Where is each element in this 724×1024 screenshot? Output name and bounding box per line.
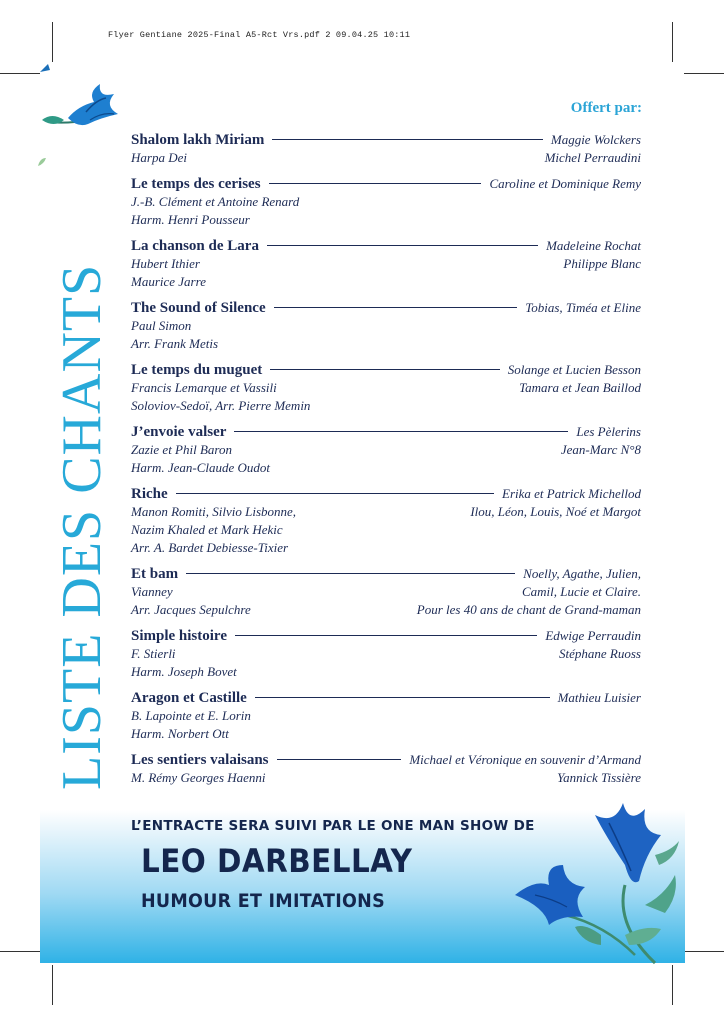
- song-credit-line: [131, 522, 641, 540]
- song-entry: [131, 238, 641, 292]
- song-donor: Edwige Perraudin: [545, 628, 641, 643]
- song-credit: Francis Lemarque et Vassili: [131, 380, 277, 395]
- song-credit-line: [131, 726, 641, 744]
- song-title: La chanson de Lara: [131, 238, 259, 254]
- banner-artist: LEO DARBELLAY: [141, 842, 413, 880]
- song-title: Aragon et Castille: [131, 690, 247, 706]
- song-header: [131, 424, 641, 442]
- song-header: [131, 628, 641, 646]
- song-credit: Maurice Jarre: [131, 274, 206, 289]
- crop-mark: [52, 22, 53, 62]
- song-donor: Tobias, Timéa et Eline: [525, 300, 641, 315]
- song-credit: Arr. Frank Metis: [131, 336, 219, 351]
- song-credit-line: [131, 708, 641, 726]
- song-credit-line: [131, 336, 641, 354]
- song-credit: Harpa Dei: [131, 150, 187, 165]
- leader-rule: [277, 759, 402, 760]
- song-title: Riche: [131, 486, 168, 502]
- leader-rule: [267, 245, 538, 246]
- song-entry: [131, 486, 641, 558]
- crop-mark: [672, 965, 673, 1005]
- crop-mark: [0, 951, 40, 952]
- gentian-flower-icon: [505, 795, 685, 965]
- song-credit-line: [131, 150, 641, 168]
- song-entry: [131, 362, 641, 416]
- song-credit: Arr. A. Bardet Debiesse-Tixier: [131, 540, 289, 555]
- song-donor-extra: Michel Perraudini: [544, 150, 641, 165]
- song-donor-extra: Jean-Marc N°8: [560, 442, 641, 457]
- song-credit: Harm. Norbert Ott: [131, 726, 229, 741]
- song-donor-extra: Stéphane Ruoss: [559, 646, 641, 661]
- song-credit: J.-B. Clément et Antoine Renard: [131, 194, 300, 209]
- song-credit-line: [131, 318, 641, 336]
- song-donor: Erika et Patrick Michellod: [502, 486, 641, 501]
- song-title: Les sentiers valaisans: [131, 752, 269, 768]
- song-title: Shalom lakh Miriam: [131, 132, 265, 148]
- song-donor: Mathieu Luisier: [557, 690, 641, 705]
- song-donor: Les Pèlerins: [576, 424, 641, 439]
- leader-rule: [274, 307, 518, 308]
- vertical-title: LISTE DES CHANTS: [51, 263, 113, 790]
- song-credit-line: [131, 770, 641, 788]
- song-header: [131, 362, 641, 380]
- banner-intro: L’ENTRACTE SERA SUIVI PAR LE ONE MAN SHOW DE: [131, 818, 535, 834]
- song-credit: Hubert Ithier: [131, 256, 200, 271]
- song-credit-line: [131, 602, 641, 620]
- song-donor-extra: Camil, Lucie et Claire.: [521, 584, 641, 599]
- song-title: The Sound of Silence: [131, 300, 266, 316]
- song-donor: Madeleine Rochat: [546, 238, 641, 253]
- song-list: [131, 132, 641, 796]
- song-credit-line: [131, 212, 641, 230]
- song-entry: [131, 132, 641, 168]
- song-title: Simple histoire: [131, 628, 227, 644]
- song-entry: [131, 176, 641, 230]
- song-credit: Manon Romiti, Silvio Lisbonne,: [131, 504, 297, 519]
- song-header: [131, 566, 641, 584]
- song-header: [131, 176, 641, 194]
- song-entry: [131, 300, 641, 354]
- song-entry: [131, 752, 641, 788]
- song-credit: Harm. Henri Pousseur: [131, 212, 250, 227]
- song-donor-extra: Philippe Blanc: [563, 256, 641, 271]
- song-credit: Nazim Khaled et Mark Hekic: [131, 522, 283, 537]
- song-title: Et bam: [131, 566, 179, 582]
- crop-mark: [672, 22, 673, 62]
- song-credit-line: [131, 540, 641, 558]
- song-header: [131, 752, 641, 770]
- song-credit-line: [131, 460, 641, 478]
- song-credit: Harm. Joseph Bovet: [131, 664, 237, 679]
- leader-rule: [176, 493, 494, 494]
- song-donor: Maggie Wolckers: [550, 132, 641, 147]
- song-donor-extra: Pour les 40 ans de chant de Grand-maman: [416, 602, 641, 617]
- song-credit-line: [131, 442, 641, 460]
- crop-mark: [52, 965, 53, 1005]
- song-donor-extra: Tamara et Jean Baillod: [519, 380, 641, 395]
- song-entry: [131, 690, 641, 744]
- song-entry: [131, 628, 641, 682]
- song-entry: [131, 566, 641, 620]
- song-credit-line: [131, 664, 641, 682]
- song-credit-line: [131, 256, 641, 274]
- song-credit-line: [131, 274, 641, 292]
- song-header: [131, 690, 641, 708]
- song-credit: Vianney: [131, 584, 173, 599]
- offert-label: Offert par:: [570, 100, 642, 116]
- banner-tagline: HUMOUR ET IMITATIONS: [141, 890, 385, 912]
- song-donor-extra: Yannick Tissière: [557, 770, 641, 785]
- gentian-flower-icon: [38, 62, 128, 142]
- song-donor: Michael et Véronique en souvenir d’Armand: [409, 752, 641, 767]
- song-credit: Soloviov-Sedoï, Arr. Pierre Memin: [131, 398, 311, 413]
- song-credit-line: [131, 380, 641, 398]
- song-donor: Caroline et Dominique Remy: [489, 176, 641, 191]
- song-credit-line: [131, 398, 641, 416]
- crop-mark: [684, 73, 724, 74]
- song-credit-line: [131, 504, 641, 522]
- song-credit: B. Lapointe et E. Lorin: [131, 708, 251, 723]
- song-credit: F. Stierli: [131, 646, 176, 661]
- leader-rule: [234, 431, 568, 432]
- song-title: J’envoie valser: [131, 424, 227, 440]
- song-credit-line: [131, 646, 641, 664]
- leader-rule: [269, 183, 482, 184]
- song-title: Le temps du muguet: [131, 362, 263, 378]
- song-credit: Arr. Jacques Sepulchre: [131, 602, 251, 617]
- leader-rule: [272, 139, 543, 140]
- song-credit: Paul Simon: [131, 318, 192, 333]
- song-credit: M. Rémy Georges Haenni: [131, 770, 266, 785]
- leader-rule: [255, 697, 550, 698]
- song-donor-extra: Ilou, Léon, Louis, Noé et Margot: [470, 504, 641, 519]
- leader-rule: [270, 369, 500, 370]
- song-header: [131, 238, 641, 256]
- song-donor: Solange et Lucien Besson: [507, 362, 641, 377]
- crop-mark: [684, 951, 724, 952]
- song-donor: Noelly, Agathe, Julien,: [523, 566, 641, 581]
- song-credit-line: [131, 584, 641, 602]
- song-credit-line: [131, 194, 641, 212]
- song-header: [131, 300, 641, 318]
- leader-rule: [235, 635, 537, 636]
- song-credit: Zazie et Phil Baron: [131, 442, 232, 457]
- song-title: Le temps des cerises: [131, 176, 261, 192]
- song-credit: Harm. Jean-Claude Oudot: [131, 460, 271, 475]
- print-slug: Flyer Gentiane 2025-Final A5-Rct Vrs.pdf 2 09.04.25 10:11: [108, 30, 411, 40]
- song-header: [131, 486, 641, 504]
- song-header: [131, 132, 641, 150]
- song-entry: [131, 424, 641, 478]
- crop-mark: [0, 73, 40, 74]
- leader-rule: [186, 573, 515, 574]
